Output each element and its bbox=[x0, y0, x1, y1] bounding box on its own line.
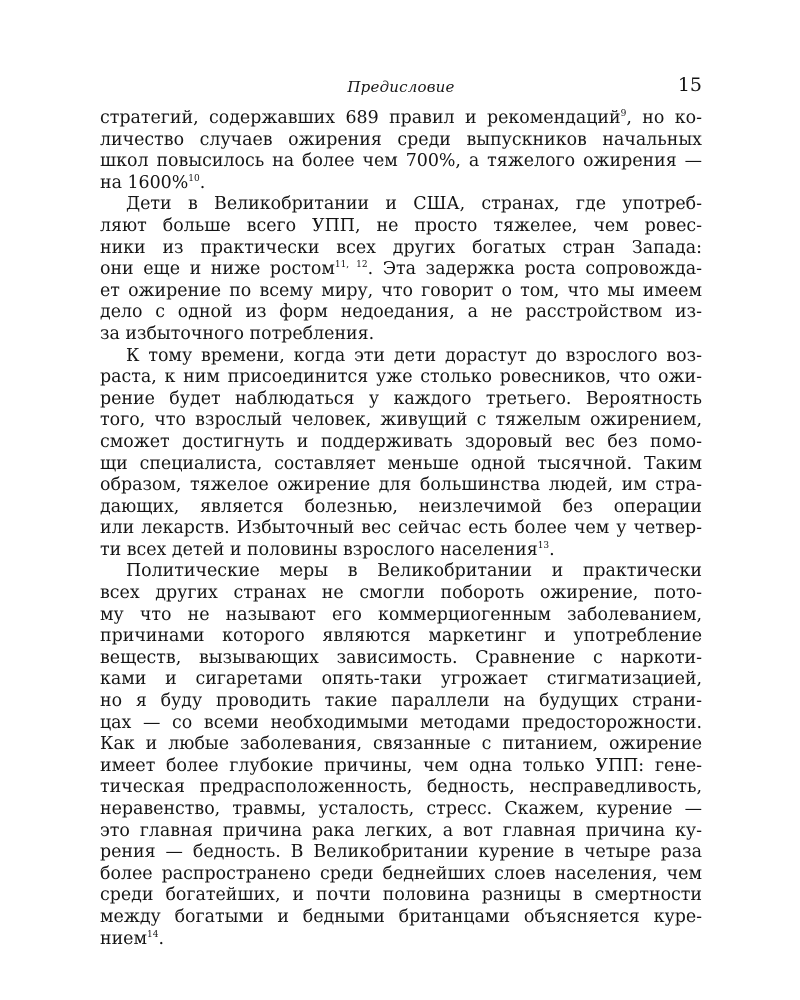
line-text-after: . Эта задержка роста сопровожда- bbox=[367, 259, 702, 280]
paragraph bbox=[100, 194, 702, 345]
text-line bbox=[100, 518, 702, 540]
text-line bbox=[100, 281, 702, 303]
line-text: личество случаев ожирения среди выпускников начальных bbox=[100, 129, 702, 150]
line-text: цах — со всеми необходимыми методами предосторожности. bbox=[100, 712, 702, 733]
text-line bbox=[100, 216, 702, 238]
text-line bbox=[100, 151, 702, 173]
text-line bbox=[100, 864, 702, 886]
line-text: ет ожирение по всему миру, что говорит о том, что мы имеем bbox=[100, 280, 702, 301]
page-number: 15 bbox=[677, 74, 702, 96]
text-line bbox=[100, 626, 702, 648]
line-text: тическая предрасположенность, бедность, несправедливость, bbox=[100, 777, 702, 798]
line-text: на 1600% bbox=[100, 172, 189, 193]
line-text: Дети в Великобритании и США, странах, где употреб- bbox=[126, 194, 702, 215]
line-text: того, что взрослый человек, живущий с тяжелым ожирением, bbox=[100, 410, 702, 431]
line-text: нием bbox=[100, 928, 148, 949]
text-line bbox=[100, 194, 702, 216]
text-line bbox=[100, 713, 702, 735]
line-text: рение будет наблюдаться у каждого третьего. Вероятность bbox=[100, 388, 702, 409]
line-text: раста, к ним присоединится уже столько ровесников, что ожи- bbox=[100, 367, 702, 388]
line-text: сможет достигнуть и поддерживать здоровый вес без помо- bbox=[100, 431, 702, 452]
line-text: но я буду проводить такие параллели на будущих страни- bbox=[100, 691, 702, 712]
text-line bbox=[100, 346, 702, 368]
text-line bbox=[100, 605, 702, 627]
text-line bbox=[100, 929, 702, 951]
text-line bbox=[100, 475, 702, 497]
line-text: К тому времени, когда эти дети дорастут до взрослого воз- bbox=[126, 345, 702, 366]
line-text: образом, тяжелое ожирение для большинства людей, им стра- bbox=[100, 475, 702, 496]
line-text: ники из практически всех других богатых стран Запада: bbox=[100, 237, 702, 258]
line-text: ками и сигаретами опять-таки угрожает стигматизацией, bbox=[100, 669, 702, 690]
text-line bbox=[100, 885, 702, 907]
text-line bbox=[100, 540, 702, 562]
text-line bbox=[100, 842, 702, 864]
line-text: веществ, вызывающих зависимость. Сравнение с наркоти- bbox=[100, 647, 702, 668]
line-text: или лекарств. Избыточный вес сейчас есть более чем у четвер- bbox=[100, 518, 702, 539]
text-line bbox=[100, 367, 702, 389]
line-text: имеет более глубокие причины, чем одна только УПП: гене- bbox=[100, 755, 702, 776]
text-line bbox=[100, 302, 702, 324]
line-text-after: . bbox=[549, 539, 555, 560]
text-line bbox=[100, 259, 702, 281]
body-text bbox=[100, 108, 702, 950]
text-line bbox=[100, 324, 702, 346]
line-text: среди богатейших, и почти половина разницы в смертности bbox=[100, 885, 702, 906]
line-text: Политические меры в Великобритании и практически bbox=[126, 561, 702, 582]
running-head bbox=[100, 74, 702, 100]
running-title: Предисловие bbox=[347, 78, 455, 96]
line-text: ляют больше всего УПП, не просто тяжелее, чем ровес- bbox=[100, 215, 702, 236]
line-text: между богатыми и бедными британцами объясняется куре- bbox=[100, 906, 702, 927]
paragraph bbox=[100, 346, 702, 562]
text-line bbox=[100, 777, 702, 799]
line-text: ти всех детей и половины взрослого населения bbox=[100, 539, 538, 560]
text-line bbox=[100, 108, 702, 130]
line-text-after: . bbox=[199, 172, 206, 193]
line-text: дело с одной из форм недоедания, а не расстройством из- bbox=[100, 302, 702, 323]
text-line bbox=[100, 432, 702, 454]
line-text: неравенство, травмы, усталость, стресс. Скажем, курение — bbox=[100, 799, 702, 819]
paragraph bbox=[100, 561, 702, 950]
text-line bbox=[100, 583, 702, 605]
line-text-after: , но ко- bbox=[626, 108, 702, 128]
line-text: они еще и ниже ростом bbox=[100, 259, 335, 280]
footnote-ref: 9 bbox=[620, 109, 627, 120]
paragraph bbox=[100, 108, 702, 194]
text-line bbox=[100, 821, 702, 843]
text-line bbox=[100, 238, 702, 260]
line-text: стратегий, содержавших 689 правил и рекомендаций bbox=[100, 108, 621, 128]
text-line bbox=[100, 130, 702, 152]
line-text-after: . bbox=[158, 928, 164, 949]
line-text: Как и любые заболевания, связанные с питанием, ожирение bbox=[100, 734, 702, 755]
text-line bbox=[100, 734, 702, 756]
line-text: за избыточного потребления. bbox=[100, 323, 375, 344]
footnote-ref: 14 bbox=[147, 929, 159, 940]
line-text: это главная причина рака легких, а вот главная причина ку- bbox=[100, 820, 702, 841]
text-line bbox=[100, 756, 702, 778]
text-line bbox=[100, 497, 702, 519]
footnote-ref: 13 bbox=[537, 541, 550, 552]
line-text: всех других странах не смогли побороть ожирение, пото- bbox=[100, 583, 702, 604]
footnote-ref: 10 bbox=[188, 173, 200, 184]
line-text: причинами которого являются маркетинг и употребление bbox=[100, 626, 702, 647]
text-line bbox=[100, 648, 702, 670]
line-text: более распространено среди беднейших слоев населения, чем bbox=[100, 863, 702, 884]
text-line bbox=[100, 691, 702, 713]
text-line bbox=[100, 669, 702, 691]
text-line bbox=[100, 454, 702, 476]
text-line bbox=[100, 173, 702, 195]
text-line bbox=[100, 907, 702, 929]
line-text: рения — бедность. В Великобритании курение в четыре раза bbox=[100, 842, 702, 863]
text-line bbox=[100, 389, 702, 411]
line-text: школ повысилось на более чем 700%, а тяжелого ожирения — bbox=[100, 151, 702, 172]
text-line bbox=[100, 799, 702, 821]
footnote-ref: 11, 12 bbox=[334, 260, 368, 271]
text-line bbox=[100, 561, 702, 583]
line-text: щи специалиста, составляет меньше одной тысячной. Таким bbox=[100, 453, 702, 474]
line-text: му что не называют его коммерциогенным заболеванием, bbox=[100, 604, 702, 625]
line-text: дающих, является болезнью, неизлечимой без операции bbox=[100, 496, 702, 517]
text-line bbox=[100, 410, 702, 432]
